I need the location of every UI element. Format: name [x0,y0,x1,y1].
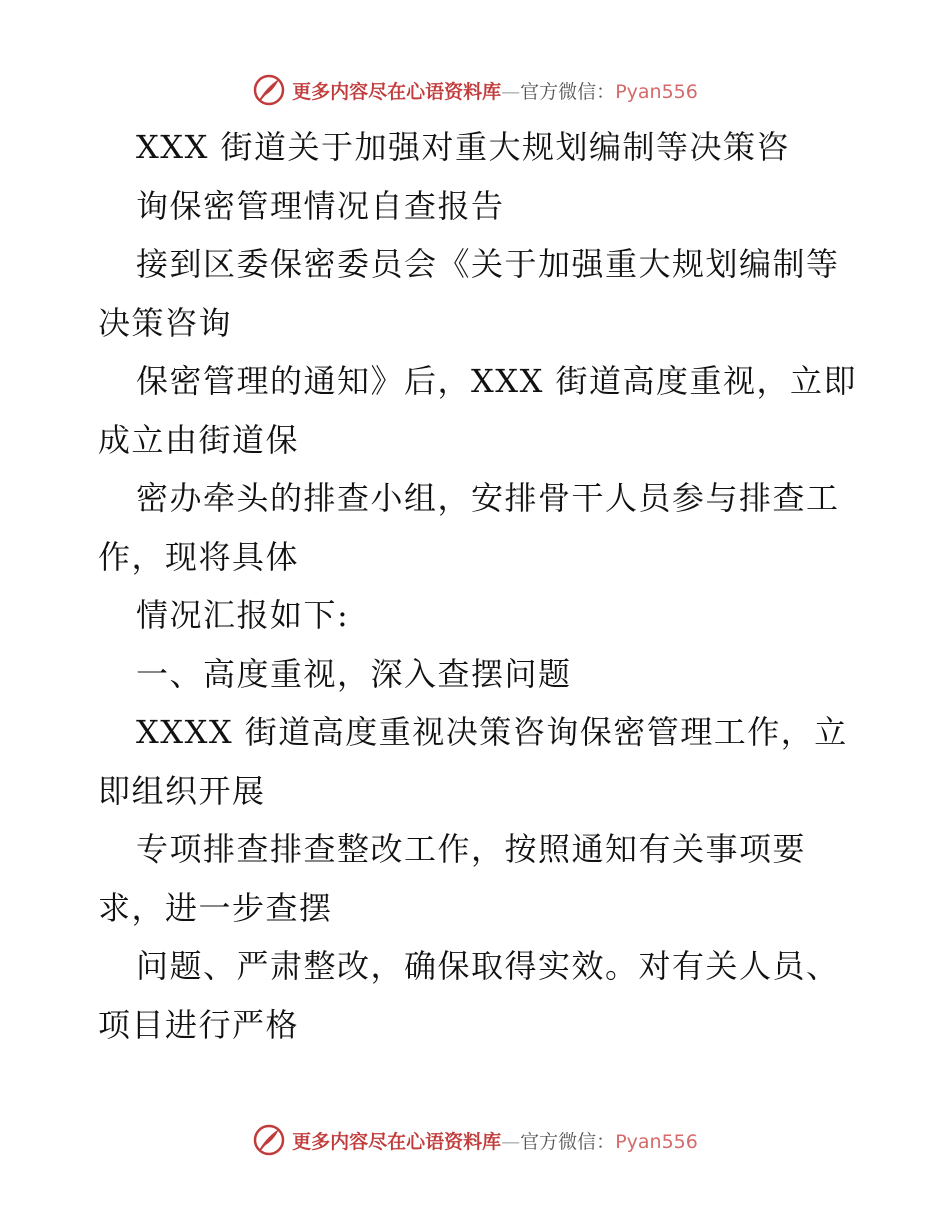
document-body [98,118,858,1054]
document-line: 问题、严肃整改，确保取得实效。对有关人员、 [136,947,840,985]
footer-watermark [0,1120,950,1160]
document-line: 作，现将具体 [98,537,300,576]
header-watermark [0,70,950,110]
quill-logo-icon [252,1123,286,1157]
document-line: 接到区委保密委员会《关于加强重大规划编制等 [136,245,840,283]
watermark-id: Pyan556 [615,80,698,103]
watermark-brand: 更多内容尽在心语资料库 [292,80,502,103]
watermark-label: 官方微信： [520,1130,616,1153]
watermark-separator: — [501,1130,521,1153]
document-line: 项目进行严格 [98,1005,300,1044]
document-line: 成立由街道保 [98,420,300,459]
watermark-id: Pyan556 [615,1130,698,1153]
watermark-label: 官方微信： [520,80,616,103]
document-line: 情况汇报如下: [136,596,350,634]
document-line: XXX 街道关于加强对重大规划编制等决策咨 [136,128,791,166]
watermark-brand: 更多内容尽在心语资料库 [292,1130,502,1153]
document-line: 询保密管理情况自查报告 [136,186,505,225]
quill-logo-icon [252,73,286,107]
document-line: 决策咨询 [98,303,233,342]
document-line: XXXX 街道高度重视决策咨询保密管理工作，立 [136,713,848,751]
document-line: 专项排查排查整改工作，按照通知有关事项要 [136,830,807,868]
watermark-text [292,1127,698,1154]
watermark-text [292,77,698,104]
document-line: 一、高度重视，深入查摆问题 [136,654,572,693]
watermark-separator: — [501,80,521,103]
document-line: 保密管理的通知》后，XXX 街道高度重视，立即 [136,362,858,400]
document-line: 即组织开展 [98,771,266,810]
document-line: 密办牵头的排查小组，安排骨干人员参与排查工 [136,479,840,517]
document-line: 求，进一步查摆 [98,888,333,927]
